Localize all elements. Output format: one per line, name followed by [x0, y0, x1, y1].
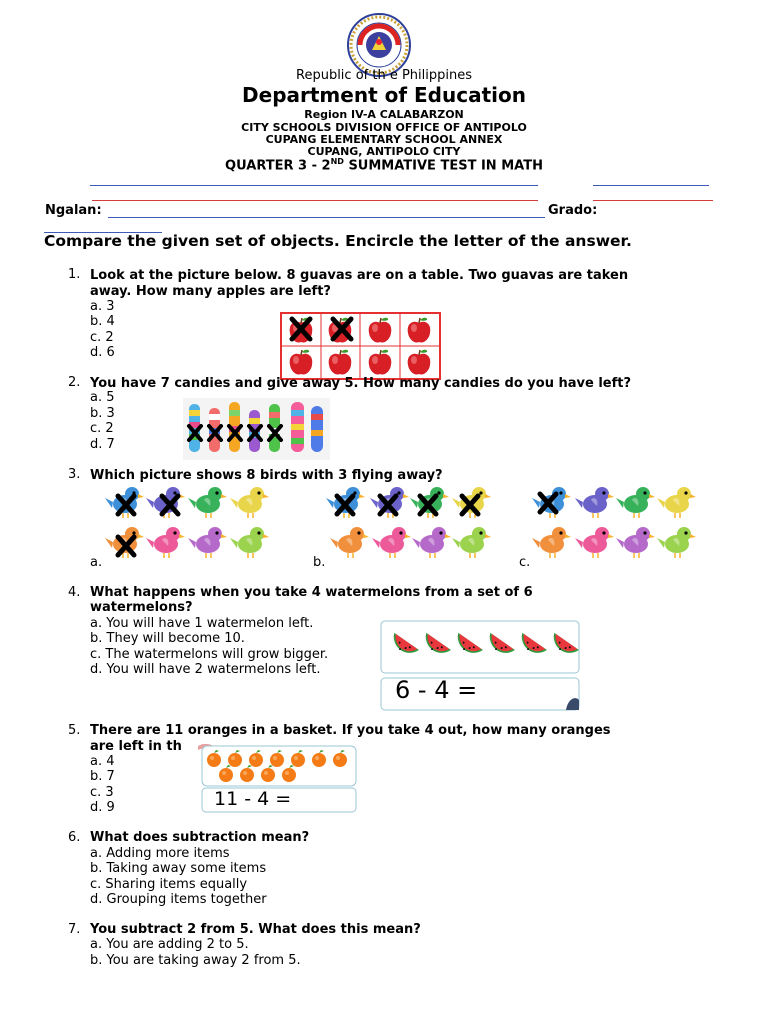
question-6-text: What does subtraction mean? [90, 830, 310, 845]
option-c[interactable]: c. The watermelons will grow bigger. [90, 647, 329, 662]
option-c[interactable]: c. 3 [90, 785, 114, 800]
question-number: 4. [68, 585, 81, 600]
option-d[interactable]: d. 6 [90, 345, 115, 360]
option-a[interactable]: a. [90, 555, 103, 570]
grade-label: Grado: [548, 203, 598, 218]
question-1-text: away. How many apples are left? [90, 284, 331, 299]
option-a[interactable]: a. 3 [90, 299, 115, 314]
option-d[interactable]: d. 9 [90, 800, 115, 815]
question-number: 5. [68, 723, 81, 738]
option-b[interactable]: b. They will become 10. [90, 631, 245, 646]
test-title: QUARTER 3 - 2ND SUMMATIVE TEST IN MATH [225, 157, 543, 174]
city-line: CUPANG, ANTIPOLO CITY [307, 145, 461, 158]
question-number: 3. [68, 467, 81, 482]
option-d[interactable]: d. 7 [90, 437, 115, 452]
option-b[interactable]: b. Taking away some items [90, 861, 267, 876]
option-d[interactable]: d. Grouping items together [90, 892, 267, 907]
instructions: Compare the given set of objects. Encircle the letter of the answer. [44, 232, 632, 250]
question-4-text: What happens when you take 4 watermelons from a set of 6 [90, 585, 533, 600]
option-c[interactable]: c. Sharing items equally [90, 877, 248, 892]
option-b[interactable]: b. [313, 555, 326, 570]
question-number: 2. [68, 375, 81, 390]
division-line: CITY SCHOOLS DIVISION OFFICE OF ANTIPOLO [241, 121, 527, 134]
option-d[interactable]: d. You will have 2 watermelons left. [90, 662, 321, 677]
option-c[interactable]: c. [519, 555, 531, 570]
option-a[interactable]: a. 4 [90, 754, 115, 769]
question-number: 1. [68, 267, 81, 282]
region-line: Region IV-A CALABARZON [304, 108, 464, 121]
option-a[interactable]: a. 5 [90, 390, 115, 405]
option-c[interactable]: c. 2 [90, 421, 114, 436]
question-7-text: You subtract 2 from 5. What does this mean? [90, 922, 421, 937]
option-a[interactable]: a. Adding more items [90, 846, 230, 861]
question-5-text: are left in th [90, 739, 182, 754]
question-1-text: Look at the picture below. 8 guavas are on a table. Two guavas are taken [90, 268, 629, 283]
option-b[interactable]: b. 3 [90, 406, 115, 421]
option-c[interactable]: c. 2 [90, 330, 114, 345]
name-label: Ngalan: [45, 203, 102, 218]
school-line: CUPANG ELEMENTARY SCHOOL ANNEX [265, 133, 503, 146]
oranges-equation: 11 - 4 = [214, 788, 292, 810]
question-5-text: There are 11 oranges in a basket. If you take 4 out, how many oranges [90, 723, 611, 738]
option-b[interactable]: b. 7 [90, 769, 115, 784]
watermelon-equation: 6 - 4 = [395, 676, 478, 704]
question-number: 7. [68, 922, 81, 937]
question-2-text: You have 7 candies and give away 5. How many candies do you have left? [90, 376, 631, 391]
republic-line: Republic of th e Philippines [296, 68, 472, 83]
option-b[interactable]: b. 4 [90, 314, 115, 329]
question-4-text: watermelons? [90, 600, 193, 615]
department-title: Department of Education [242, 83, 526, 107]
option-a[interactable]: a. You are adding 2 to 5. [90, 937, 249, 952]
question-3-text: Which picture shows 8 birds with 3 flying away? [90, 468, 443, 483]
question-number: 6. [68, 830, 81, 845]
option-b[interactable]: b. You are taking away 2 from 5. [90, 953, 301, 968]
option-a[interactable]: a. You will have 1 watermelon left. [90, 616, 314, 631]
